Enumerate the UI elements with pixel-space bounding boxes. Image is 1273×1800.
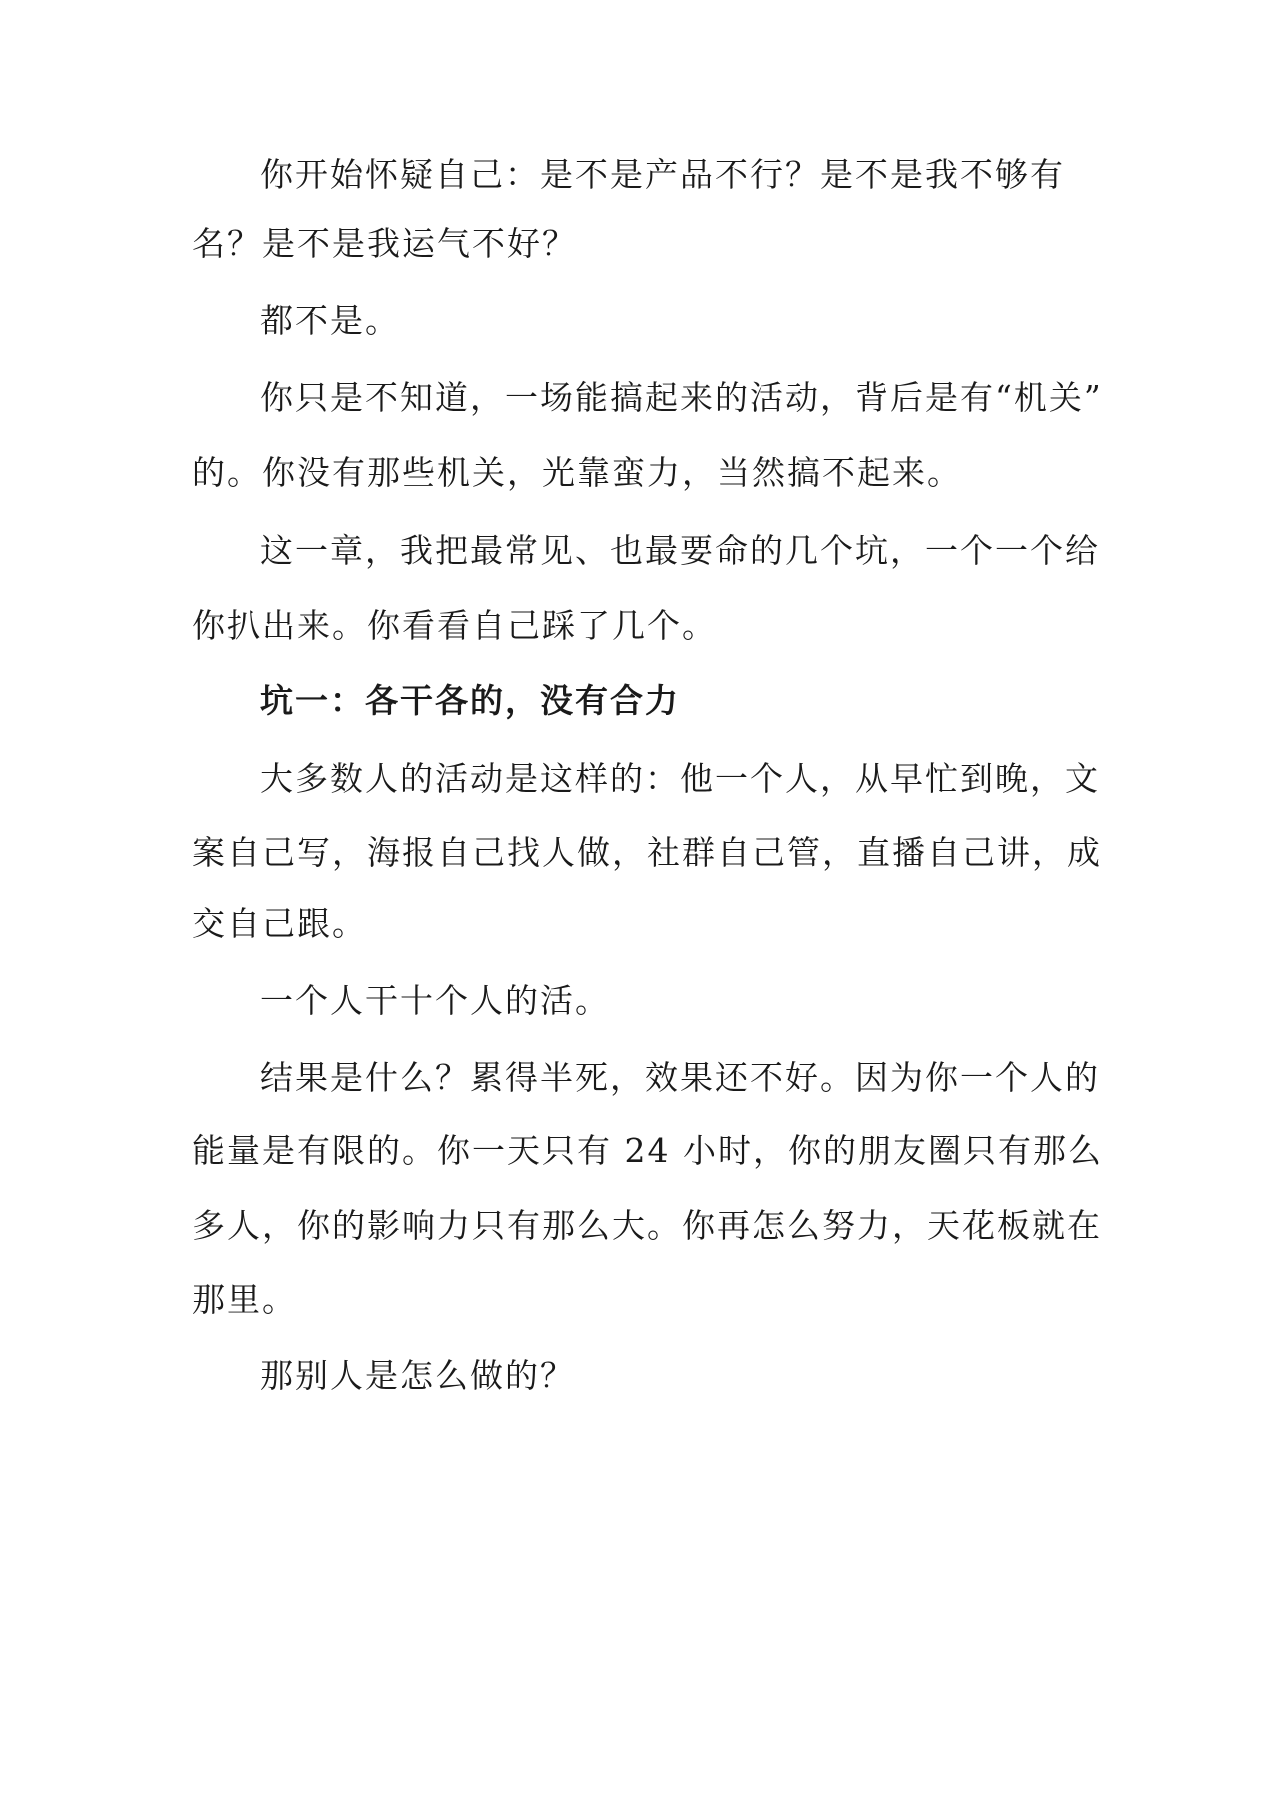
paragraph-line: 你扒出来。你看看自己踩了几个。 [192, 606, 717, 645]
paragraph-line: 一个人干十个人的活。 [260, 981, 610, 1020]
paragraph-line: 那里。 [192, 1280, 297, 1319]
paragraph-line: 结果是什么？累得半死，效果还不好。因为你一个人的 [260, 1058, 1100, 1097]
paragraph-line: 都不是。 [260, 301, 400, 340]
paragraph-line: 这一章，我把最常见、也最要命的几个坑，一个一个给 [260, 531, 1100, 570]
paragraph-line: 交自己跟。 [192, 904, 367, 943]
paragraph-line: 的。你没有那些机关，光靠蛮力，当然搞不起来。 [192, 453, 962, 492]
paragraph-line: 能量是有限的。你一天只有 24 小时，你的朋友圈只有那么 [192, 1131, 1103, 1170]
section-heading: 坑一：各干各的，没有合力 [260, 681, 680, 720]
paragraph-line: 名？是不是我运气不好？ [192, 224, 577, 263]
paragraph-line: 你只是不知道，一场能搞起来的活动，背后是有“机关” [260, 378, 1103, 417]
paragraph-line: 那别人是怎么做的？ [260, 1356, 575, 1395]
paragraph-line: 大多数人的活动是这样的：他一个人，从早忙到晚，文 [260, 759, 1100, 798]
paragraph-line: 你开始怀疑自己：是不是产品不行？是不是我不够有 [260, 155, 1065, 194]
paragraph-line: 案自己写，海报自己找人做，社群自己管，直播自己讲，成 [192, 833, 1102, 872]
paragraph-line: 多人，你的影响力只有那么大。你再怎么努力，天花板就在 [192, 1206, 1102, 1245]
